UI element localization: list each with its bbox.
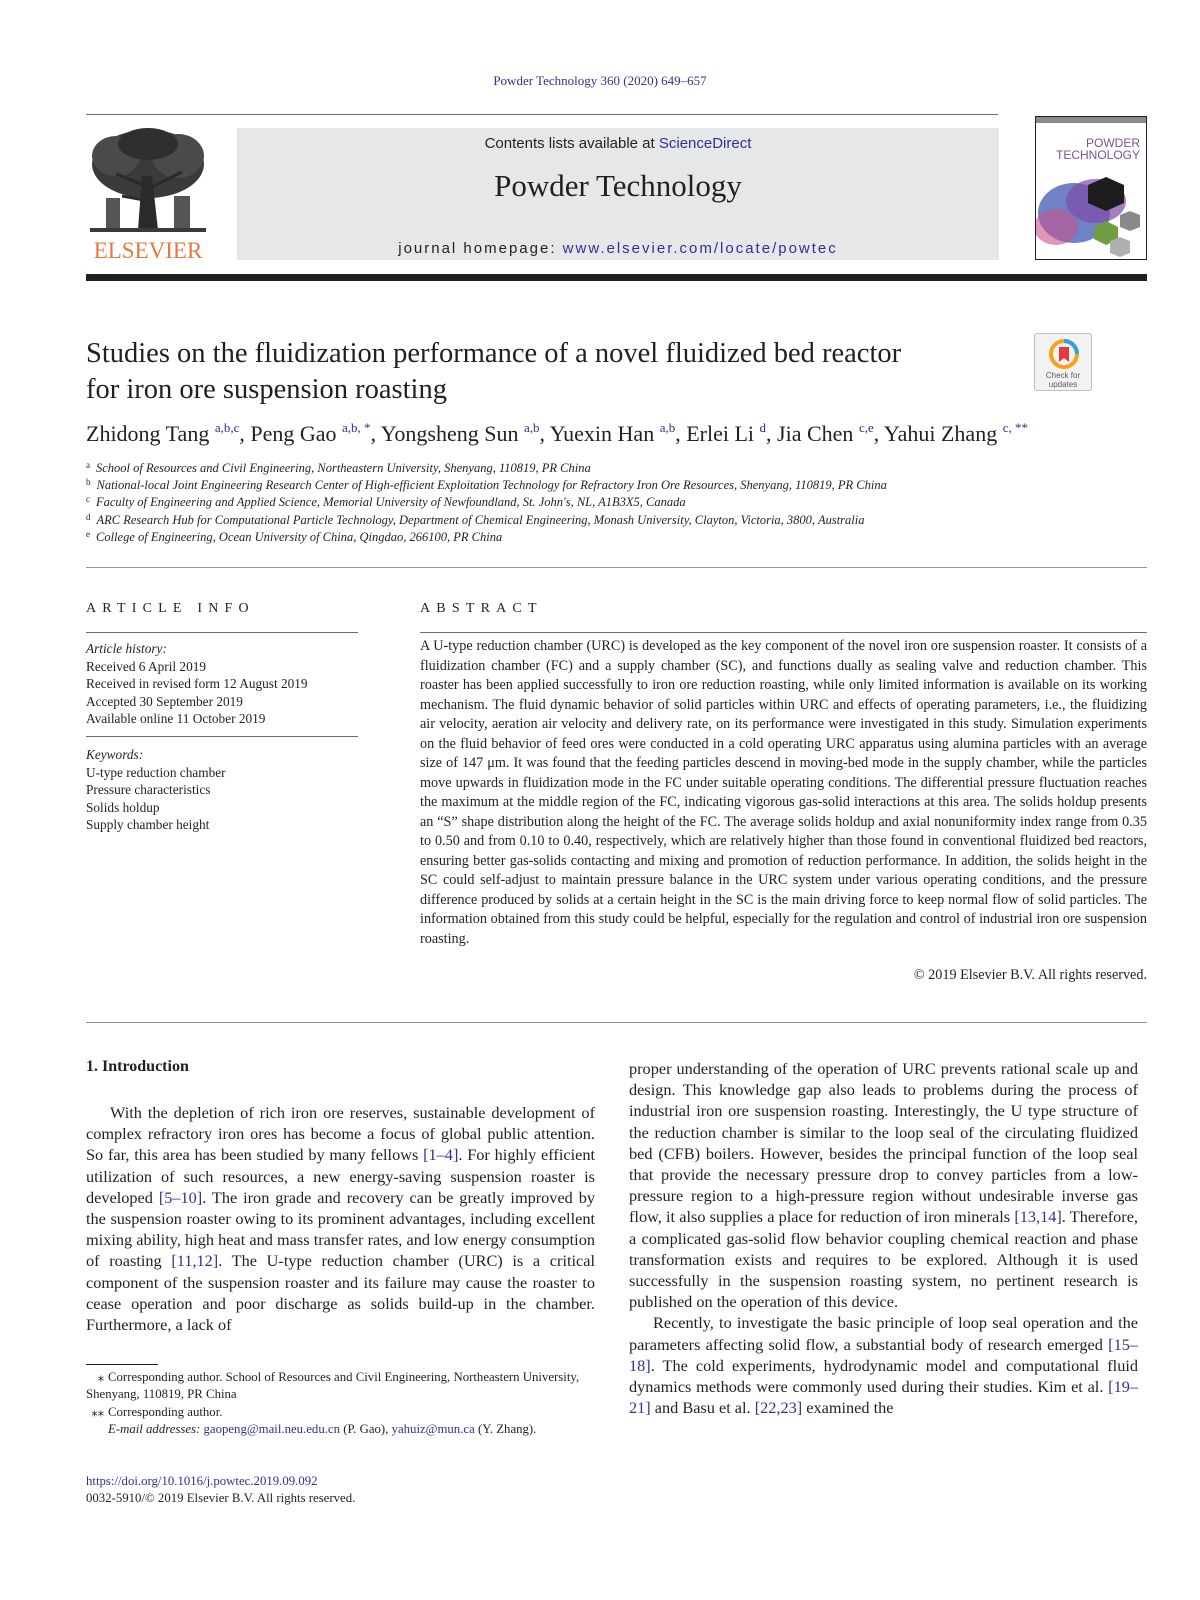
contents-prefix: Contents lists available at bbox=[484, 135, 659, 152]
article-info-heading: ARTICLE INFO bbox=[86, 601, 255, 616]
email-owner: (P. Gao), bbox=[340, 1421, 392, 1436]
keywords-rule bbox=[86, 736, 358, 737]
body-column-left bbox=[86, 1102, 595, 1335]
revised-date: Received in revised form 12 August 2019 bbox=[86, 676, 308, 691]
affiliation-text: National-local Joint Engineering Research Center of High-efficient Exploitation Technology for Refractory Iron Ore Resources, Shenyang, 110819, PR China bbox=[96, 478, 887, 493]
affiliation-text: Faculty of Engineering and Applied Science, Memorial University of Newfoundland, St. John's, NL, A1B3X5, Canada bbox=[96, 495, 686, 510]
updates-label-line1: Check for bbox=[1045, 371, 1081, 380]
author-affiliation-marks[interactable]: a,b bbox=[524, 420, 540, 435]
affiliation-mark: b bbox=[86, 477, 91, 488]
keyword-item: Solids holdup bbox=[86, 799, 160, 815]
email-label: E-mail addresses: bbox=[108, 1421, 201, 1436]
citation-link[interactable]: [22,23] bbox=[754, 1398, 803, 1418]
footnotes bbox=[86, 1369, 595, 1438]
article-title-line2: for iron ore suspension roasting bbox=[86, 374, 447, 405]
author-name[interactable]: Erlei Li bbox=[686, 421, 755, 446]
author-affiliation-marks[interactable]: d bbox=[759, 420, 767, 435]
publisher-wordmark: ELSEVIER bbox=[93, 238, 203, 263]
author-name[interactable]: Yuexin Han bbox=[549, 421, 655, 446]
abstract-rule bbox=[420, 632, 1147, 633]
abstract-heading: ABSTRACT bbox=[420, 601, 543, 616]
keyword-item: U-type reduction chamber bbox=[86, 764, 226, 780]
updates-label-line2: updates bbox=[1048, 380, 1078, 389]
affiliation-item bbox=[86, 460, 1156, 477]
sciencedirect-link[interactable]: ScienceDirect bbox=[658, 135, 752, 152]
journal-banner bbox=[237, 128, 999, 260]
keyword-item: Pressure characteristics bbox=[86, 782, 211, 797]
author-separator: , bbox=[539, 421, 550, 446]
author-separator: , bbox=[370, 421, 381, 446]
citation-link[interactable]: [1–4] bbox=[423, 1145, 459, 1165]
elsevier-tree-graphic bbox=[86, 126, 210, 236]
affiliation-mark: d bbox=[86, 511, 91, 522]
journal-title: Powder Technology bbox=[494, 168, 742, 203]
citation-link[interactable]: [11,12] bbox=[171, 1251, 219, 1271]
footnote-rule bbox=[86, 1364, 158, 1365]
paragraph-text: . The iron grade and recovery can be greatly improved by the suspension roaster owing to its prominent advantages, including excellent mixing ability, high heat and mass transfer rates, and low energy consumption of roasting bbox=[86, 1187, 595, 1271]
author-name[interactable]: Yahui Zhang bbox=[883, 421, 998, 446]
journal-cover-icon[interactable] bbox=[1035, 116, 1147, 260]
cover-title-line2: TECHNOLOGY bbox=[1055, 148, 1140, 162]
affiliation-text: College of Engineering, Ocean University of China, Qingdao, 266100, PR China bbox=[96, 529, 503, 544]
paragraph-text: . Therefore, a complicated gas-solid flow behavior coupling chemical reaction and phase transformation exists and requires to be explored. Although it is used successfully in the suspension roasting system, no pertinent research is published on the operation of this device. bbox=[629, 1207, 1138, 1312]
author-name[interactable]: Jia Chen bbox=[777, 421, 854, 446]
keywords-label: Keywords: bbox=[86, 747, 144, 762]
paragraph-text: and Basu et al. bbox=[650, 1398, 755, 1418]
paragraph-text: . For highly efficient utilization of such resources, a new energy-saving suspension roaster is developed bbox=[86, 1145, 595, 1207]
affiliation-mark: c bbox=[86, 494, 90, 505]
affiliation-item bbox=[86, 477, 1156, 494]
introduction-heading: 1. Introduction bbox=[86, 1058, 189, 1075]
cover-title-line1: POWDER bbox=[1086, 136, 1140, 150]
cover-artwork bbox=[1036, 117, 1147, 260]
updates-ring-graphic bbox=[1048, 339, 1080, 369]
intro-paragraph-1-cont bbox=[629, 1058, 1138, 1312]
citation-link[interactable]: [19–21] bbox=[629, 1377, 1138, 1418]
doi-link[interactable]: https://doi.org/10.1016/j.powtec.2019.09.092 bbox=[86, 1474, 318, 1488]
author-list bbox=[86, 420, 1156, 448]
affiliation-rule bbox=[86, 567, 1147, 568]
journal-homepage-link[interactable]: www.elsevier.com/locate/powtec bbox=[562, 240, 838, 257]
article-info-rule bbox=[86, 632, 358, 633]
article-history-label: Article history: bbox=[86, 641, 167, 656]
author-affiliation-marks[interactable]: a,b, * bbox=[342, 420, 371, 435]
email-link-gao[interactable]: gaopeng@mail.neu.edu.cn bbox=[203, 1421, 341, 1436]
author-affiliation-marks[interactable]: c,e bbox=[858, 420, 874, 435]
author-name[interactable]: Peng Gao bbox=[250, 421, 337, 446]
homepage-line bbox=[237, 240, 999, 257]
article-history bbox=[86, 640, 356, 728]
footnote-corresponding-2 bbox=[86, 1404, 595, 1421]
footnote-text: Corresponding author. School of Resources and Civil Engineering, Northeastern University, Shenyang, 110819, PR China bbox=[86, 1370, 580, 1402]
affiliation-text: ARC Research Hub for Computational Particle Technology, Department of Chemical Engineering, Monash University, Clayton, Victoria, 3800, Australia bbox=[96, 512, 865, 527]
email-owner: (Y. Zhang). bbox=[474, 1421, 537, 1436]
paragraph-text: . The U-type reduction chamber (URC) is a critical component of the suspension roaster and its failure may cause the roaster to cease operation and poor discharge as solids build-up in the chamber. Furthermore, a lack of bbox=[86, 1251, 596, 1335]
abstract-text: A U-type reduction chamber (URC) is developed as the key component of the novel iron ore suspension roaster. It consists of a fluidization chamber (FC) and a supply chamber (SC), and functions dually as sealing valve and reduction chamber. This roaster has been applied successfully to iron ore reduction roasting, while only limited information is available on its working mechanism. The fluid dynamic behavior of solid particles within URC and effects of operating parameters, i.e., the fluidizing air velocity, aeration air velocity and delivery rate, on its performance were investigated in this study. Simulation experiments on the fluid behavior of feed ores were conducted in a cold operating URC apparatus using alumina particles with an average size of 147 μm. It was found that the feeding particles descend in moving-bed mode in the supply chamber, while the particles move upwards in fluidization mode in the FC under suitable operating conditions. The differential pressure fluctuation reaches the maximum at the middle region of the FC, indicating vigorous gas-solid interactions at this area. The solids holdup presents an “S” shape distribution along the height of the FC. The average solids holdup and axial nonuniformity index range from 0.35 to 0.50 and from 0.10 to 0.40, respectively, which are relatively higher than those found in conventional fluidized bed reactors, ensuring better gas-solids contacting and mixing and promotion of reduction performance. In addition, the solids height in the SC could self-adjust to maintain pressure balance in the URC system under various operating conditions, and the pressure difference produced by solids at a certain height in the SC is the main driving force to keep normal flow of solid particles. The information obtained from this study could be helpful, especially for the regulation and control of industrial iron ore suspension roasting. bbox=[420, 638, 1147, 947]
accepted-date: Accepted 30 September 2019 bbox=[86, 693, 243, 709]
body-column-right bbox=[629, 1058, 1138, 1418]
affiliation-item bbox=[86, 512, 1156, 529]
author-name[interactable]: Zhidong Tang bbox=[86, 421, 210, 446]
affiliation-list bbox=[86, 460, 1156, 546]
author-affiliation-marks[interactable]: c, ** bbox=[1002, 420, 1028, 435]
author-separator: , bbox=[675, 421, 687, 446]
journal-citation-text[interactable]: Powder Technology 360 (2020) 649–657 bbox=[493, 73, 707, 88]
contents-line bbox=[237, 135, 999, 152]
received-date: Received 6 April 2019 bbox=[86, 658, 207, 674]
footnote-corresponding-1 bbox=[86, 1369, 595, 1404]
paragraph-text: examined the bbox=[802, 1398, 894, 1418]
affiliation-mark: a bbox=[86, 460, 90, 470]
body-rule bbox=[86, 1022, 1147, 1023]
email-link-zhang[interactable]: yahuiz@mun.ca bbox=[391, 1421, 475, 1436]
author-affiliation-marks[interactable]: a,b bbox=[659, 420, 676, 435]
footnote-emails bbox=[86, 1421, 595, 1438]
abstract-copyright: © 2019 Elsevier B.V. All rights reserved. bbox=[913, 967, 1147, 983]
intro-paragraph-1 bbox=[86, 1102, 595, 1335]
paragraph-text: proper understanding of the operation of URC prevents rational scale up and design. This knowledge gap also leads to problems during the process of industrial iron ore suspension roasting. Interestingly, the U type structure of the reduction chamber is similar to the loop seal of the circulating fluidized bed (CFB) boilers. However, besides the principal function of the loop seal that provide the necessary pressure drop to convey particles from a low-pressure region to a high-pressure region without undesirable inverse gas flow, it also supplies a place for reduction of iron minerals bbox=[629, 1059, 1138, 1227]
citation-link[interactable]: [5–10] bbox=[158, 1187, 203, 1207]
footnote-mark: ⁎ bbox=[97, 1370, 104, 1384]
check-for-updates-icon[interactable] bbox=[1034, 333, 1092, 391]
paragraph-text: Recently, to investigate the basic principle of loop seal operation and the parameters affecting solid flow, a substantial body of research emerged bbox=[629, 1313, 1138, 1354]
header-rule-bottom bbox=[86, 274, 1147, 281]
citation-link[interactable]: [15–18] bbox=[629, 1334, 1138, 1375]
issn-line: 0032-5910/© 2019 Elsevier B.V. All rights reserved. bbox=[86, 1491, 356, 1506]
citation-link[interactable]: [13,14] bbox=[1014, 1207, 1062, 1227]
paragraph-text: With the depletion of rich iron ore reserves, sustainable development of complex refractory iron ores has become a focus of global public attention. So far, this area has been studied by many fellows bbox=[86, 1103, 595, 1165]
doi-block bbox=[86, 1473, 355, 1508]
affiliation-text: School of Resources and Civil Engineering, Northeastern University, Shenyang, 110819, PR China bbox=[96, 461, 591, 475]
homepage-prefix: journal homepage: bbox=[398, 240, 563, 257]
author-separator: , bbox=[239, 421, 251, 446]
affiliation-mark: e bbox=[86, 528, 90, 539]
article-title bbox=[86, 336, 1006, 408]
author-affiliation-marks[interactable]: a,b,c bbox=[214, 420, 240, 435]
author-separator: , bbox=[766, 421, 778, 446]
online-date: Available online 11 October 2019 bbox=[86, 711, 266, 726]
intro-paragraph-2 bbox=[629, 1312, 1138, 1418]
keyword-item: Supply chamber height bbox=[86, 817, 210, 832]
footnote-text: Corresponding author. bbox=[108, 1404, 223, 1419]
footnote-mark: ⁎⁎ bbox=[91, 1404, 104, 1419]
article-title-line1: Studies on the fluidization performance of a novel fluidized bed reactor bbox=[86, 338, 902, 369]
elsevier-tree-icon[interactable] bbox=[86, 126, 210, 262]
journal-citation[interactable] bbox=[0, 73, 1200, 89]
keywords-block bbox=[86, 746, 356, 834]
author-name[interactable]: Yongsheng Sun bbox=[380, 421, 519, 446]
author-separator: , bbox=[873, 421, 884, 446]
paragraph-text: . The cold experiments, hydrodynamic model and computational fluid dynamics methods were commonly used during their studies. Kim et al. bbox=[629, 1355, 1138, 1397]
header-rule-top bbox=[86, 114, 998, 115]
affiliation-item bbox=[86, 529, 1156, 546]
affiliation-item bbox=[86, 494, 1156, 511]
